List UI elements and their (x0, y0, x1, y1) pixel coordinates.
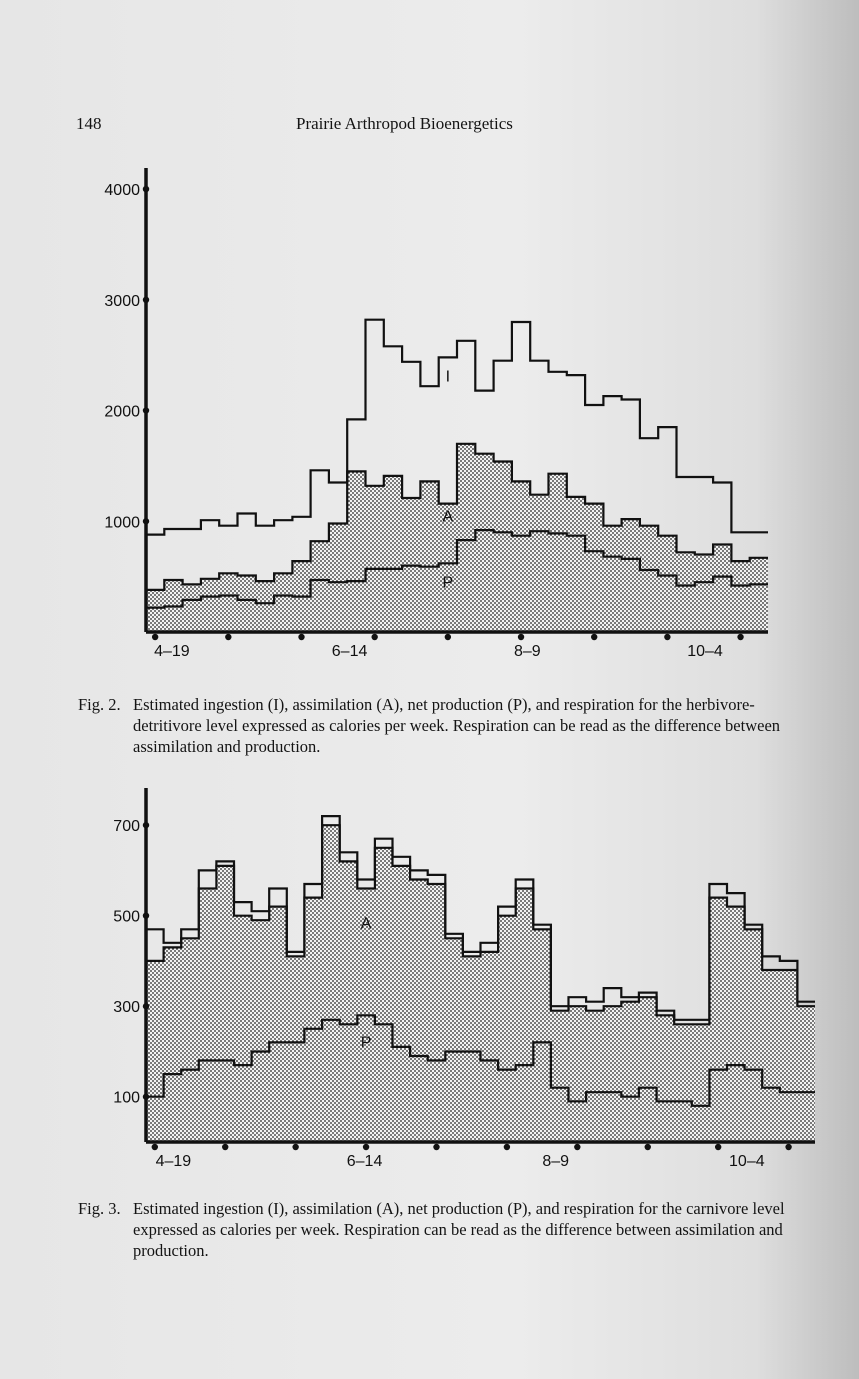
y-tick-mark (143, 822, 149, 828)
y-tick-label: 3000 (104, 292, 140, 310)
x-tick-mark (371, 634, 377, 640)
x-tick-label: 4–19 (155, 1153, 192, 1170)
y-tick-label: 500 (113, 908, 140, 926)
y-tick-label: 700 (113, 818, 140, 836)
y-tick-mark (143, 1094, 149, 1100)
x-tick-mark (518, 634, 524, 640)
y-tick-mark (143, 186, 149, 192)
x-tick-mark (737, 634, 743, 640)
x-tick-mark (292, 1144, 298, 1150)
x-tick-mark (298, 634, 304, 640)
x-tick-mark (504, 1144, 510, 1150)
x-tick-mark (785, 1144, 791, 1150)
x-tick-mark (591, 634, 597, 640)
figure-3-label: Fig. 3. (78, 1199, 121, 1218)
figure-2-caption-text: Estimated ingestion (I), assimilation (A), net production (P), and respiration for the herbivore-detritivore level expressed as calories per week. Respiration can be read as the difference between assimilation and production. (133, 695, 781, 756)
y-tick-mark (143, 407, 149, 413)
y-tick-label: 4000 (104, 182, 140, 200)
x-tick-mark (433, 1144, 439, 1150)
x-tick-mark (225, 634, 231, 640)
x-tick-label: 4–19 (154, 643, 190, 660)
figure-2-chart (0, 160, 859, 680)
x-tick-mark (222, 1144, 228, 1150)
y-tick-label: 1000 (104, 514, 140, 532)
series-label-i: I (445, 368, 451, 386)
series-label-p: P (360, 1034, 372, 1052)
x-tick-mark (645, 1144, 651, 1150)
y-tick-label: 300 (113, 999, 140, 1017)
x-tick-label: 6–14 (331, 643, 368, 660)
page-number: 148 (76, 114, 102, 133)
y-tick-mark (143, 518, 149, 524)
x-tick-label: 10–4 (687, 643, 723, 660)
figure-2-caption (78, 694, 808, 757)
y-tick-label: 100 (113, 1089, 140, 1107)
series-label-a: A (360, 915, 372, 933)
figure-3-svg (0, 780, 859, 1200)
figure-2-svg (0, 160, 859, 680)
y-tick-mark (143, 297, 149, 303)
page-header (0, 108, 859, 138)
y-tick-label: 2000 (104, 403, 140, 421)
y-tick-mark (143, 1003, 149, 1009)
y-tick-mark (143, 912, 149, 918)
figure-3-chart (0, 780, 859, 1200)
x-tick-mark (574, 1144, 580, 1150)
running-title: Prairie Arthropod Bioenergetics (296, 114, 513, 133)
series-label-a: A (442, 508, 454, 526)
x-tick-mark (664, 634, 670, 640)
x-tick-label: 6–14 (346, 1153, 383, 1170)
figure-2-label: Fig. 2. (78, 695, 121, 714)
x-tick-mark (152, 1144, 158, 1150)
x-tick-mark (715, 1144, 721, 1150)
series-label-p: P (442, 574, 454, 592)
x-tick-label: 8–9 (542, 1153, 570, 1170)
x-tick-label: 10–4 (729, 1153, 765, 1170)
x-tick-label: 8–9 (513, 643, 541, 660)
figure-3-caption-text: Estimated ingestion (I), assimilation (A), net production (P), and respiration for the carnivore level expressed as calories per week. Respiration can be read as the difference between assimilation and production. (133, 1199, 785, 1260)
x-tick-mark (363, 1144, 369, 1150)
x-tick-mark (152, 634, 158, 640)
figure-3-caption (78, 1198, 808, 1261)
x-tick-mark (445, 634, 451, 640)
